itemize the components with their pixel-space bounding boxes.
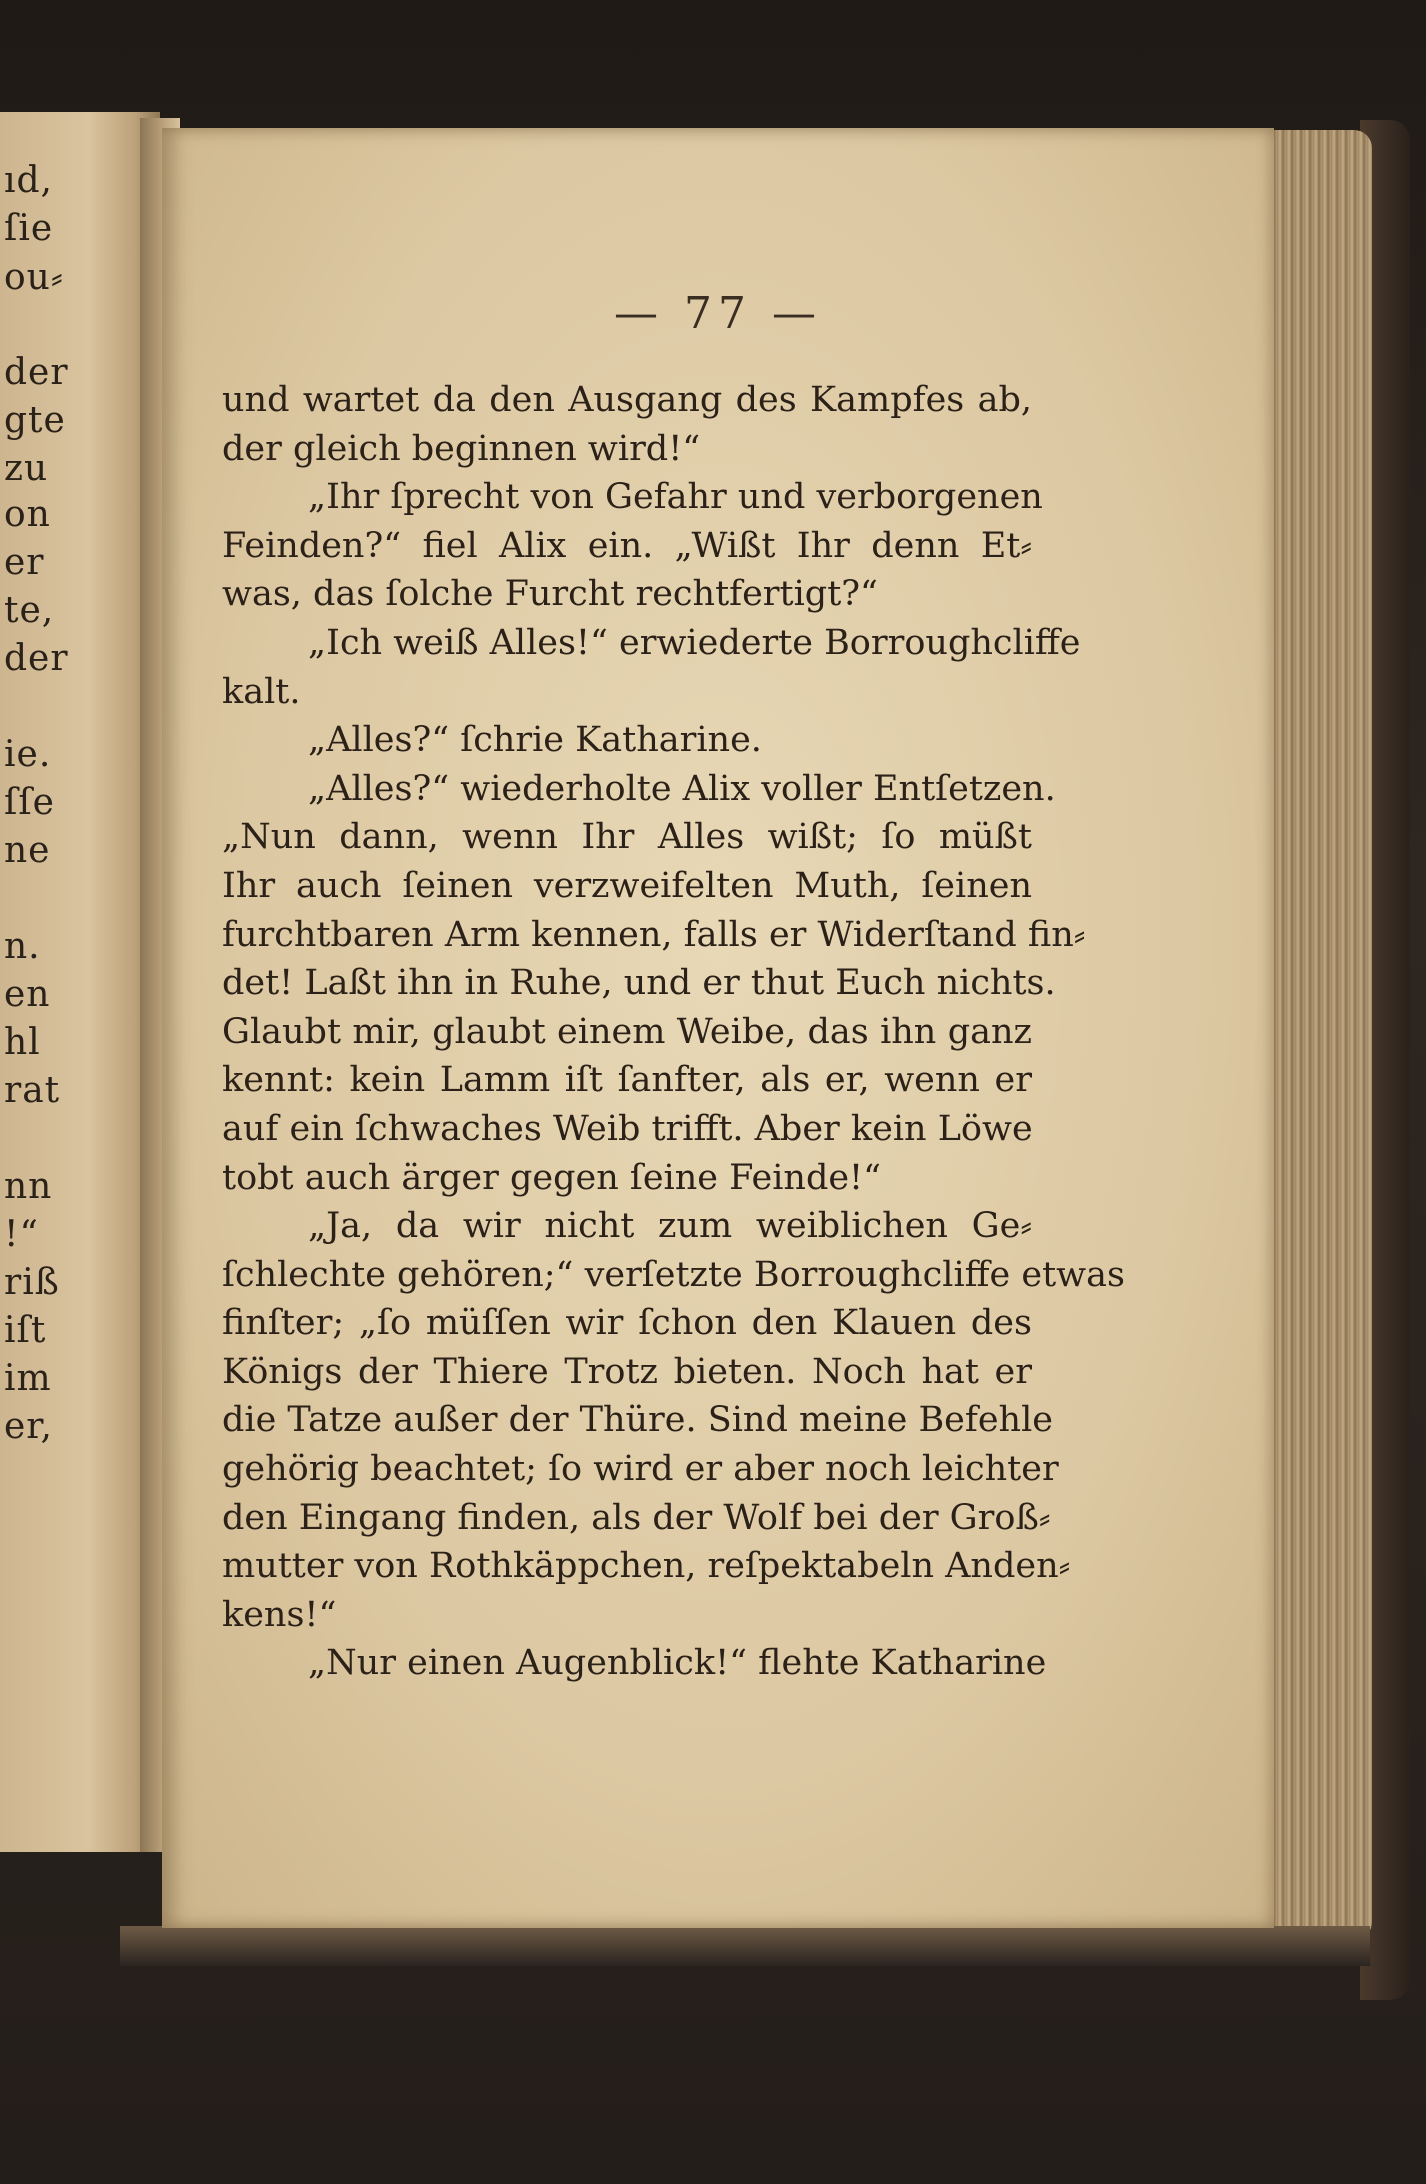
left-page-fragment: te, [4,590,55,631]
left-page-fragment: !“ [4,1214,39,1255]
text-line: „Alles?“ wiederholte Alix voller Entſetzen. [308,768,1056,809]
text-line: furchtbaren Arm kennen, falls er Widerſtand fin⸗ [222,914,1086,955]
text-line: finſter; „ſo müſſen wir ſchon den Klauen des [222,1303,1032,1344]
left-page-fragment: rat [4,1070,61,1111]
text-line: kalt. [222,671,301,712]
text-line: Glaubt mir, glaubt einem Weibe, das ihn ganz [222,1011,1032,1052]
text-line: was, das ſolche Furcht rechtfertigt?“ [222,574,878,615]
left-page-fragment: er, [4,1406,54,1447]
left-page-fragment: zu [4,448,49,489]
text-line: „Nun dann, wenn Ihr Alles wißt; ſo müßt [222,817,1032,858]
left-page-fragment: iſt [4,1310,47,1351]
text-line: tobt auch ärger gegen ſeine Feinde!“ [222,1157,882,1198]
text-line: „Ihr ſprecht von Gefahr und verborgenen [308,477,1043,518]
text-line: Feinden?“ fiel Alix ein. „Wißt Ihr denn Et⸗ [222,525,1032,566]
text-line: „Nur einen Augenblick!“ flehte Katharine [308,1643,1047,1684]
left-page-fragment: ıd, [4,160,54,201]
left-page-fragment: hl [4,1022,41,1063]
left-page-fragment: ne [4,830,51,871]
right-page [162,128,1274,1928]
text-line: „Alles?“ ſchrie Katharine. [308,720,762,761]
text-line: det! Laßt ihn in Ruhe, und er thut Euch nichts. [222,963,1056,1004]
text-line: Königs der Thiere Trotz bieten. Noch hat er [222,1351,1032,1392]
left-page-fragment: nn [4,1166,53,1207]
text-line: die Tatze außer der Thüre. Sind meine Befehle [222,1400,1053,1441]
text-line: Ihr auch ſeinen verzweifelten Muth, ſeinen [222,865,1032,906]
left-page-fragment: on [4,494,51,535]
left-page-fragment: riß [4,1262,60,1303]
text-line: gehörig beachtet; ſo wird er aber noch leichter [222,1449,1059,1490]
bottom-shadow [120,1926,1370,1966]
text-line: kens!“ [222,1594,337,1635]
page-number: — 77 — [614,288,822,339]
left-page-fragment: gte [4,400,66,441]
text-line: mutter von Rothkäppchen, reſpektabeln Anden⸗ [222,1546,1071,1587]
left-page-fragment: en [4,974,51,1015]
page-edges [1268,130,1372,1940]
text-line: den Eingang finden, als der Wolf bei der Groß⸗ [222,1497,1051,1538]
text-line: und wartet da den Ausgang des Kampfes ab, [222,380,1032,420]
text-line: ſchlechte gehören;“ verſetzte Borroughcliffe etwas [222,1254,1125,1295]
left-page [0,112,160,1852]
text-line: „Ich weiß Alles!“ erwiederte Borroughcliffe [308,622,1081,663]
text-line: kennt: kein Lamm iſt ſanfter, als er, wenn er [222,1060,1032,1101]
text-line: auf ein ſchwaches Weib trifft. Aber kein Löwe [222,1108,1033,1149]
page-body [222,376,1125,1688]
left-page-fragment: der [4,638,69,679]
left-page-fragment: ou⸗ [4,257,64,298]
left-page-fragment: er [4,542,45,583]
text-line: der gleich beginnen wird!“ [222,428,701,469]
left-page-fragment: ie. [4,734,52,775]
left-page-fragment: ſie [4,208,54,249]
left-page-fragment: ſſe [4,782,55,823]
left-page-fragment: n. [4,926,41,967]
left-page-fragment: der [4,352,69,393]
text-line: „Ja, da wir nicht zum weiblichen Ge⸗ [308,1206,1032,1247]
left-page-fragment: im [4,1358,52,1399]
